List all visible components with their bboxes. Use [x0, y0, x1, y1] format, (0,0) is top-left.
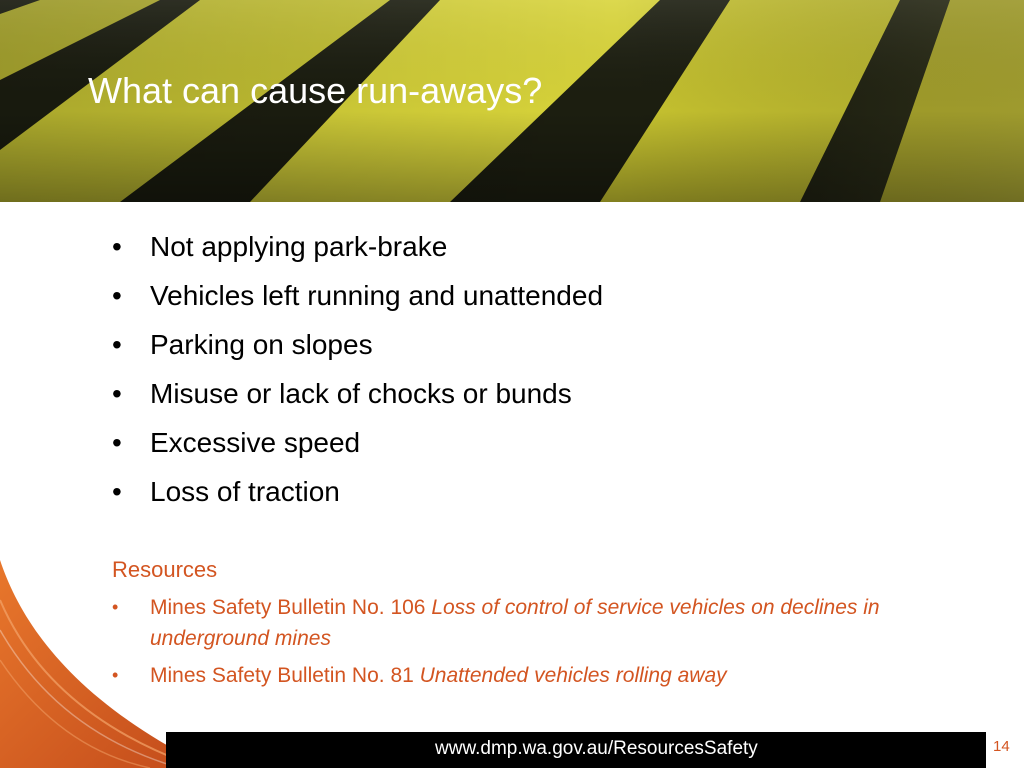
bullet-text: Excessive speed — [150, 427, 361, 458]
cause-bullet-list — [112, 222, 972, 516]
footer-url-link[interactable]: www.dmp.wa.gov.au/ResourcesSafety — [435, 738, 758, 759]
list-item — [112, 271, 972, 320]
bullet-icon: • — [112, 280, 122, 311]
list-item — [112, 320, 972, 369]
resource-title: Loss of control of service vehicles on declines in underground mines — [150, 596, 880, 650]
bullet-icon: • — [112, 597, 119, 617]
hazard-stripe-banner — [0, 0, 1024, 202]
bullet-icon: • — [112, 476, 122, 507]
bullet-text: Not applying park-brake — [150, 231, 448, 262]
list-item — [112, 418, 972, 467]
list-item — [112, 222, 972, 271]
bullet-text: Loss of traction — [150, 476, 340, 507]
list-item — [112, 369, 972, 418]
resources-heading: Resources — [112, 557, 218, 582]
bullet-text: Vehicles left running and unattended — [150, 280, 604, 311]
bullet-icon: • — [112, 665, 119, 685]
page-number: 14 — [993, 738, 1010, 755]
resource-title: Unattended vehicles rolling away — [419, 664, 727, 687]
bullet-icon: • — [112, 329, 122, 360]
bullet-text: Parking on slopes — [150, 329, 373, 360]
list-item — [112, 467, 972, 516]
bullet-text: Misuse or lack of chocks or bunds — [150, 378, 572, 409]
bullet-icon: • — [112, 231, 122, 262]
resource-prefix: Mines Safety Bulletin No. 81 — [150, 664, 420, 687]
resource-prefix: Mines Safety Bulletin No. 106 — [150, 596, 432, 619]
slide-title: What can cause run-aways? — [88, 70, 543, 111]
bullet-icon: • — [112, 427, 122, 458]
bullet-icon: • — [112, 378, 122, 409]
